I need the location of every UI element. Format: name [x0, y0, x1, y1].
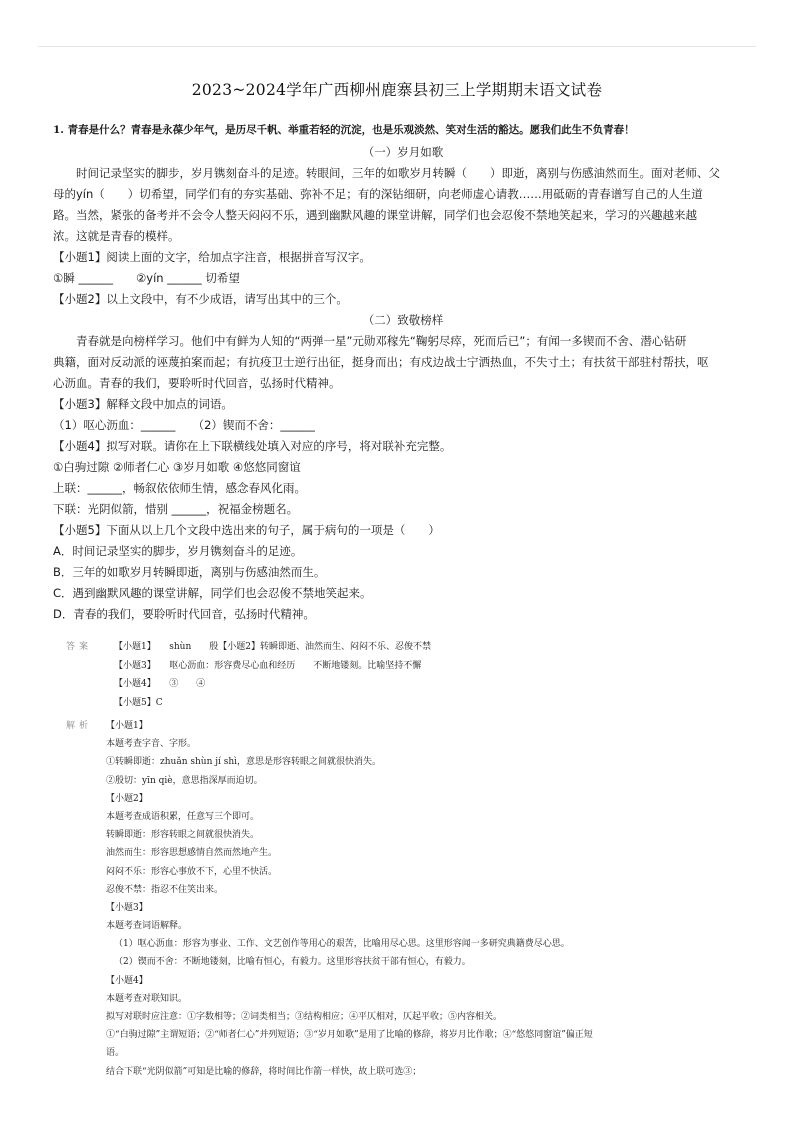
option-d: D．青春的我们，要聆听时代回音，弘扬时代精神。: [53, 607, 315, 621]
couplet-upper: 上联：______，畅叙依依师生情，感念春风化雨。: [53, 481, 306, 495]
explanation-line: （2）锲而不舍：不断地镂刻，比喻有恒心，有毅力。这里形容扶贫干部有恒心，有毅力。: [114, 957, 471, 968]
answer-row: 【小题4】 ③ ④: [114, 679, 206, 689]
sub-question-3: 【小题3】解释文段中加点的词语。: [53, 397, 233, 411]
sub-question-2: 【小题2】以上文段中，有不少成语，请写出其中的三个。: [53, 292, 348, 306]
explanation-line: ①转瞬即逝：zhuǎn shùn jí shì，意思是形容转眼之间就很快消失。: [106, 757, 382, 768]
answer-row: 【小题1】 shùn 殷【小题2】转瞬即逝、油然而生、闷闷不乐、忍俊不禁: [114, 642, 431, 652]
section1-title: （一）岁月如歌: [362, 145, 444, 159]
explanation-line: 本题考查成语积累，任意写三个即可。: [106, 811, 260, 822]
explanation-line: 油然而生：形容思想感情自然而然地产生。: [106, 848, 278, 859]
page-title: 2023~2024学年广西柳州鹿寨县初三上学期期末语文试卷: [191, 81, 603, 99]
option-c: C．遇到幽默风趣的课堂讲解，同学们也会忍俊不禁地笑起来。: [53, 586, 372, 600]
explanation-line: 【小题1】: [106, 721, 148, 731]
section1-line: 时间记录坚实的脚步，岁月镌刻奋斗的足迹。转眼间，三年的如歌岁月转瞬（ ）即逝，离别与伤感油然而生。面对老师、父: [76, 166, 720, 180]
option-b: B．三年的如歌岁月转瞬即逝，离别与伤感油然而生。: [53, 565, 326, 579]
sub-question-1: 【小题1】阅读上面的文字，给加点字注音，根据拼音写汉字。: [53, 250, 371, 264]
explanation-line: 忍俊不禁：指忍不住笑出来。: [106, 884, 224, 895]
explanation-line: 拟写对联时应注意：①字数相等；②词类相当；③结构相应；④平仄相对，仄起平收；⑤内容相关。: [106, 1012, 503, 1022]
sub-question-1-blanks: ①瞬 ______ ②yín ______ 切希望: [53, 271, 240, 285]
section2-line: 心沥血。青春的我们，要聆听时代回音，弘扬时代精神。: [53, 376, 341, 390]
question-intro: 1. 青春是什么？青春是永葆少年气，是历尽千帆、举重若轻的沉淀，也是乐观淡然、笑对生活的豁达。愿我们此生不负青春！: [53, 124, 635, 136]
section1-line: 母的yín（ ）切希望，同学们有的夯实基础、弥补不足；有的深钻细研，向老师虚心请教……用砥砺的青春谱写自己的人生道: [53, 187, 703, 201]
section1-line: 路。当然，紧张的备考并不会令人整天闷闷不乐，遇到幽默风趣的课堂讲解，同学们也会忍俊不禁地笑起来，学习的兴趣越来越: [53, 208, 697, 222]
sub-question-4-options: ①白驹过隙 ②师者仁心 ③岁月如歌 ④悠悠同窗谊: [53, 460, 301, 474]
explanation-line: （1）呕心沥血：形容为事业、工作、文艺创作等用心的艰苦，比喻用尽心思。这里形容闻一多研究典籍费尽心思。: [114, 939, 570, 950]
couplet-lower: 下联：光阴似箭，惜别 ______，祝福金榜题名。: [53, 502, 299, 516]
top-divider: [38, 46, 756, 47]
explanation-section: [66, 717, 756, 1081]
answer-section: [66, 638, 756, 712]
explanation-line: 结合下联“光阴似箭”可知是比喻的修辞，将时间比作箭一样快，故上联可选③；: [106, 1066, 422, 1077]
explanation-line: 转瞬即逝：形容转眼之间就很快消失。: [106, 830, 260, 841]
sub-question-5: 【小题5】下面从以上几个文段中选出来的句子，属于病句的一项是（ ）: [53, 523, 440, 537]
sub-question-3-blanks: （1）呕心沥血：______ （2）锲而不舍：______: [53, 418, 315, 432]
section2-title: （二）致敬榜样: [362, 313, 444, 327]
section1-line: 浓。这就是青春的模样。: [53, 229, 180, 243]
explanation-line: 【小题2】: [106, 793, 148, 804]
section2-line: 青春就是向榜样学习。他们中有鲜为人知的“两弹一星”元勋邓稼先“鞠躬尽瘁，死而后已”；有闻一多锲而不舍、潜心钻研: [76, 334, 687, 348]
option-a: A．时间记录坚实的脚步，岁月镌刻奋斗的足迹。: [53, 544, 303, 558]
explanation-lines: [66, 717, 756, 1081]
explanation-line: 本题考查字音、字形。: [106, 739, 197, 750]
answer-row: 【小题3】 呕心沥血：形容费尽心血和经历 不断地镂刻。比喻坚持不懈: [114, 660, 422, 671]
explanation-line: 语。: [106, 1048, 125, 1059]
answer-row: 【小题5】C: [114, 697, 163, 708]
explanation-line: 闷闷不乐：形容心事放不下，心里不快活。: [106, 866, 278, 877]
explanation-line: ②殷切：yīn qiè，意思指深厚而迫切。: [106, 775, 263, 786]
explanation-line: ①“白驹过隙”主谓短语；②“师者仁心”并列短语；③“岁月如歌”是用了比喻的修辞，将岁月比作歌；④“悠悠同窗谊”偏正短: [106, 1030, 593, 1041]
sub-question-4: 【小题4】拟写对联。请你在上下联横线处填入对应的序号，将对联补充完整。: [53, 439, 452, 453]
explanation-line: 本题考查对联知识。: [106, 993, 188, 1004]
answer-label: 答案: [66, 642, 93, 652]
explanation-line: 【小题4】: [106, 975, 148, 986]
explanation-label: 解析: [66, 721, 93, 731]
question-body: [53, 142, 753, 625]
explanation-line: 本题考查词语解释。: [106, 921, 188, 932]
section2-line: 典籍，面对反动派的诬蔑拍案而起；有抗疫卫士逆行出征，挺身而出；有戍边战士宁洒热血，不失寸土；有扶贫干部驻村帮扶，呕: [53, 355, 709, 369]
explanation-line: 【小题3】: [106, 902, 148, 913]
